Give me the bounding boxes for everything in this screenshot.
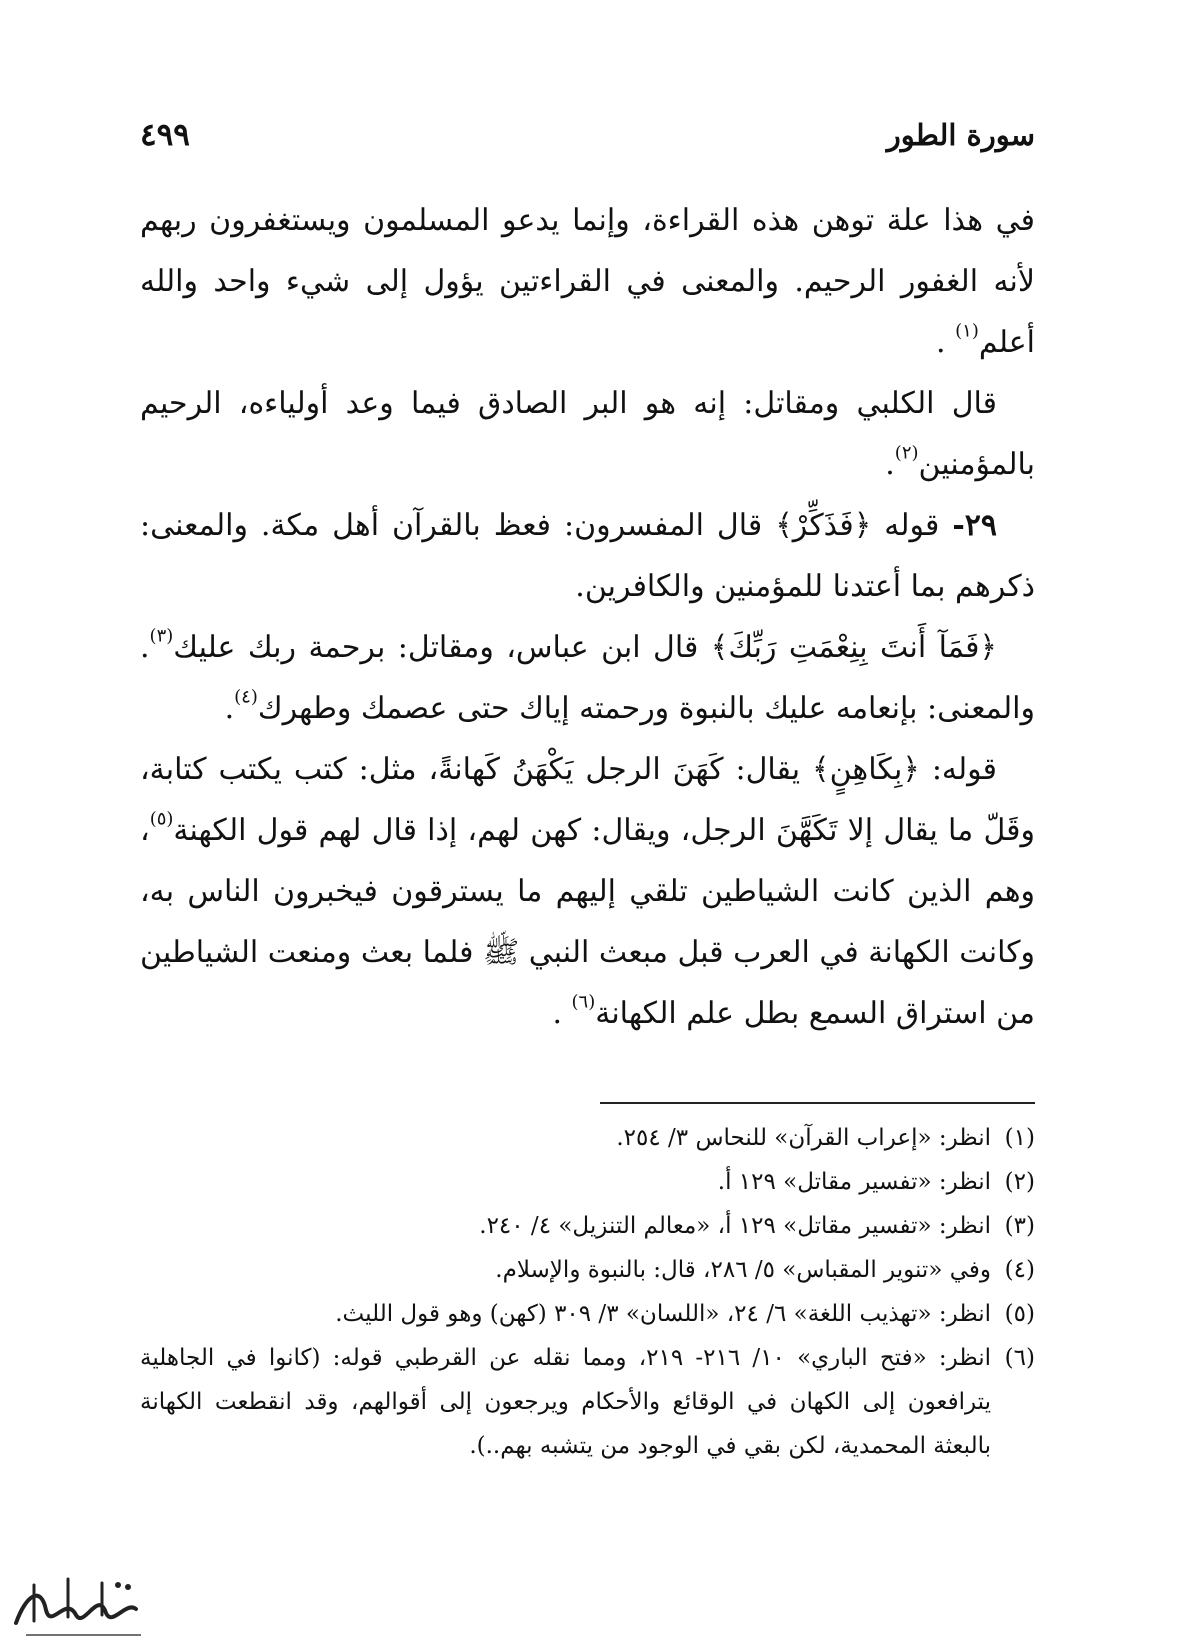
main-text (140, 190, 1035, 1044)
paragraph-text: قال الكلبي ومقاتل: إنه هو البر الصادق فيما وعد أولياءه، الرحيم بالمؤمنين (140, 386, 1035, 482)
footnote-4 (140, 1248, 1035, 1292)
paragraph-text: قال المفسرون: فعظ بالقرآن أهل مكة. والمعنى: ذكرهم بما أعتدنا للمؤمنين والكافرين. (140, 508, 1035, 604)
paragraph-3 (140, 495, 1035, 617)
footnote-number: (٣) (1004, 1213, 1035, 1239)
footnote-number: (٦) (1004, 1345, 1035, 1371)
footnote-number: (١) (1004, 1125, 1035, 1151)
paragraph-end: . (885, 447, 895, 482)
paragraph-text: في هذا علة توهن هذه القراءة، وإنما يدعو المسلمون ويستغفرون ربهم لأنه الغفور الرحيم. والمعنى في القراءتين يؤول إلى شيء واحد والله أعلم (140, 203, 1035, 360)
footnote-1 (140, 1116, 1035, 1160)
footnotes (140, 1116, 1035, 1468)
verse-number: ٢٩- (952, 508, 997, 543)
paragraph-text: يقال: كَهَنَ الرجل يَكْهَنُ كَهانةً، مثل: كتب يكتب كتابة، وقَلّ ما يقال إلا تَكَهَّنَ الرجل، ويقال: كهن لهم، إذا قال لهم قول الكهنة (140, 752, 1035, 848)
footnote-number: (٤) (1004, 1257, 1035, 1283)
footnote-text: انظر: «فتح الباري» ١٠/ ٢١٦- ٢١٩، ومما نقله عن القرطبي قوله: (كانوا في الجاهلية يترافعون إلى الكهان في الوقائع والأحكام ويرجعون إلى أقوالهم، وقد انقطعت الكهانة بالبعثة المحمدية، لكن بقي في الوجود من يتشبه بهم..). (140, 1345, 991, 1459)
footnote-ref: (٢) (894, 442, 919, 464)
footnote-ref: (٤) (234, 686, 258, 708)
paragraph-1 (140, 190, 1035, 373)
paragraph-end: . (936, 325, 956, 360)
footnote-number: (٥) (1004, 1301, 1035, 1327)
paragraph-intro: قوله (871, 508, 953, 543)
quran-quote: ﴿بِكَاهِنٍ﴾ (812, 752, 920, 787)
paragraph-5 (140, 739, 1035, 1044)
footnote-text: انظر: «تفسير مقاتل» ١٢٩ أ، «معالم التنزيل» ٤/ ٢٤٠. (479, 1213, 991, 1239)
quran-quote: ﴿فَمَآ أَنتَ بِنِعْمَتِ رَبِّكَ﴾ (710, 630, 997, 665)
paragraph-text: قال ابن عباس، ومقاتل: برحمة ربك عليك (173, 630, 711, 665)
footnote-text: انظر: «تهذيب اللغة» ٦/ ٢٤، «اللسان» ٣/ ٣٠٩ (كهن) وهو قول الليث. (335, 1301, 991, 1327)
paragraph-end: . (224, 691, 235, 726)
paragraph-2 (140, 373, 1035, 495)
footnote-5 (140, 1292, 1035, 1336)
footnote-text: انظر: «تفسير مقاتل» ١٢٩ أ. (717, 1169, 991, 1195)
paragraph-text: . والمعنى: بإنعامه عليك بالنبوة ورحمته إياك حتى عصمك وطهرك (140, 630, 1035, 726)
footnote-ref: (٥) (149, 808, 174, 830)
footnote-divider (600, 1102, 1035, 1104)
paragraph-end: . (552, 996, 572, 1031)
page-number: ٤٩٩ (140, 117, 190, 153)
footnote-3 (140, 1204, 1035, 1248)
footnote-text: انظر: «إعراب القرآن» للنحاس ٣/ ٢٥٤. (616, 1125, 991, 1151)
footnote-text: وفي «تنوير المقباس» ٥/ ٢٨٦، قال: بالنبوة والإسلام. (495, 1257, 991, 1283)
footnote-ref: (٦) (571, 991, 596, 1013)
footnote-2 (140, 1160, 1035, 1204)
paragraph-text: ، وهم الذين كانت الشياطين تلقي إليهم ما يسترقون فيخبرون الناس به، وكانت الكهانة في العرب قبل مبعث النبي ﷺ فلما بعث ومنعت الشياطين من استراق السمع بطل علم الكهانة (140, 813, 1035, 1031)
footnote-number: (٢) (1004, 1169, 1035, 1195)
quran-quote: ﴿فَذَكِّرْ﴾ (775, 508, 872, 543)
publisher-logo (6, 1565, 156, 1645)
paragraph-4 (140, 617, 1035, 739)
footnote-ref: (٣) (149, 625, 174, 647)
paragraph-intro: قوله: (919, 752, 997, 787)
footnote-ref: (١) (955, 320, 979, 342)
page-header (140, 110, 1035, 160)
footnote-6 (140, 1336, 1035, 1468)
surah-title: سورة الطور (886, 118, 1035, 152)
